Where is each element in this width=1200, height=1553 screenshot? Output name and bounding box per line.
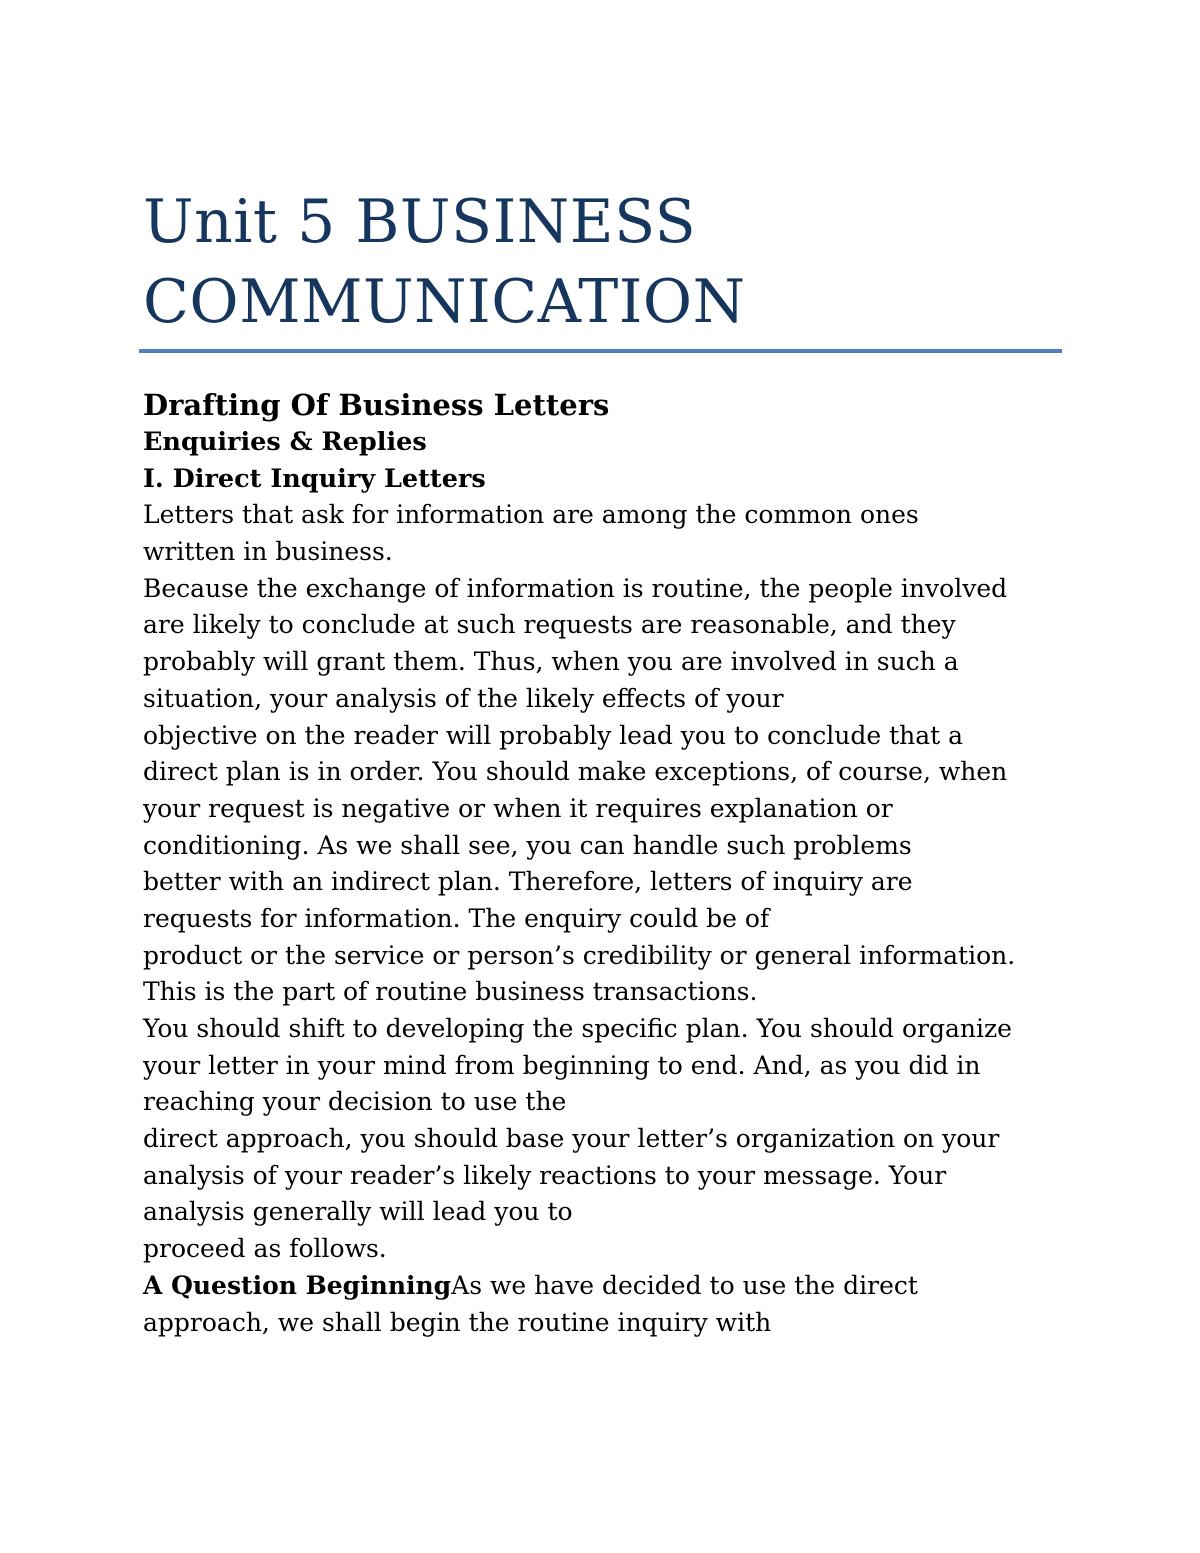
- body-line: analysis of your reader’s likely reactions to your message. Your: [143, 1160, 947, 1190]
- question-beginning-paragraph: [143, 1268, 1073, 1305]
- subsection-heading: Enquiries & Replies: [143, 427, 427, 457]
- body-line: direct approach, you should base your letter’s organization on your: [143, 1124, 1000, 1154]
- body-line: your request is negative or when it requires explanation or: [143, 793, 893, 823]
- document-title-line-1: Unit 5 BUSINESS: [143, 187, 697, 257]
- question-beginning-text: As we have decided to use the direct: [451, 1270, 918, 1300]
- body-line: better with an indirect plan. Therefore, letters of inquiry are: [143, 867, 913, 897]
- body-line: are likely to conclude at such requests are reasonable, and they: [143, 610, 956, 640]
- body-line: approach, we shall begin the routine inquiry with: [143, 1307, 772, 1337]
- body-line: your letter in your mind from beginning to end. And, as you did in: [143, 1050, 981, 1080]
- body-line: requests for information. The enquiry could be of: [143, 903, 770, 933]
- topic-heading: I. Direct Inquiry Letters: [143, 463, 486, 494]
- body-line: probably will grant them. Thus, when you are involved in such a: [143, 647, 959, 677]
- section-heading: Drafting Of Business Letters: [143, 388, 610, 422]
- question-beginning-label: A Question Beginning: [143, 1270, 452, 1300]
- document-title-line-2: COMMUNICATION: [143, 267, 746, 337]
- body-line: You should shift to developing the specific plan. You should organize: [143, 1014, 1012, 1043]
- body-line: conditioning. As we shall see, you can handle such problems: [143, 830, 912, 860]
- body-line: This is the part of routine business transactions.: [143, 977, 758, 1007]
- title-underline-rule: [139, 349, 1062, 353]
- body-line: written in business.: [143, 537, 393, 567]
- body-line: reaching your decision to use the: [143, 1087, 567, 1117]
- body-line: objective on the reader will probably lead you to conclude that a: [143, 720, 964, 750]
- body-line: product or the service or person’s credibility or general information.: [143, 940, 1016, 970]
- body-line: analysis generally will lead you to: [143, 1197, 573, 1227]
- body-line: direct plan is in order. You should make exceptions, of course, when: [143, 757, 1008, 787]
- body-line: Because the exchange of information is routine, the people involved: [143, 573, 1008, 603]
- body-line: proceed as follows.: [143, 1234, 387, 1264]
- document-title: [143, 182, 1063, 342]
- body-line: Letters that ask for information are among the common ones: [143, 500, 919, 530]
- body-line: situation, your analysis of the likely effects of your: [143, 683, 784, 713]
- document-body: [143, 386, 1073, 1341]
